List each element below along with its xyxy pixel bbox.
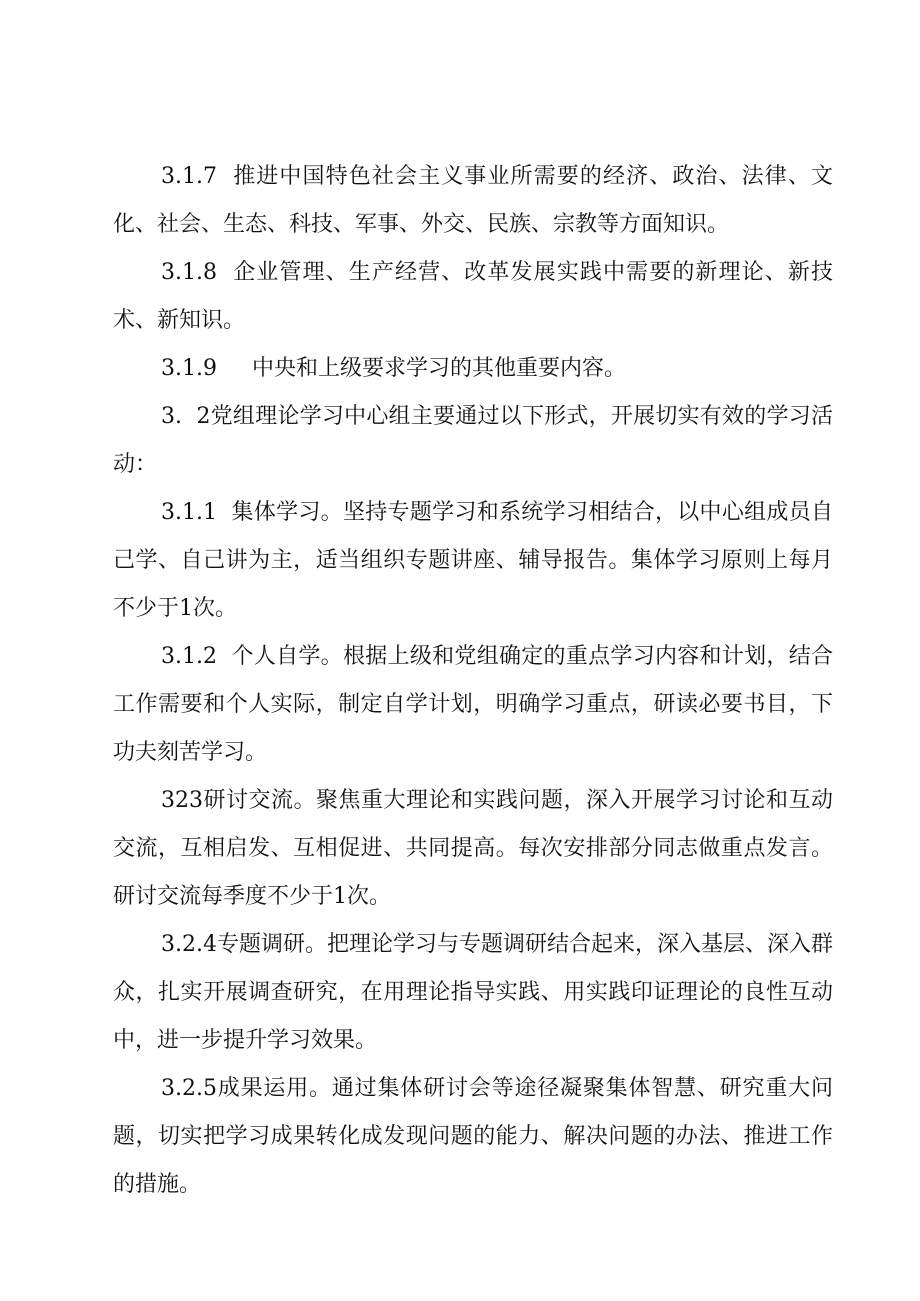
paragraph-3-2-5: 3.2.5成果运用。通过集体研讨会等途径凝聚集体智慧、研究重大问题，切实把学习成果转化成发现问题的能力、解决问题的办法、推进工作的措施。 — [113, 1076, 833, 1197]
paragraph-3-2-3: 323研讨交流。聚焦重大理论和实践问题，深入开展学习讨论和互动交流，互相启发、互相促进、共同提高。每次安排部分同志做重点发言。研讨交流每季度不少于1次。 — [113, 788, 833, 909]
paragraph-3-1-9: 3.1.9 中央和上级要求学习的其他重要内容。 — [161, 356, 626, 381]
paragraph-3-2-intro: 3. 2党组理论学习中心组主要通过以下形式，开展切实有效的学习活动： — [113, 404, 833, 477]
paragraph-3-1-1: 3.1.1 集体学习。坚持专题学习和系统学习相结合，以中心组成员自己学、自己讲为主，适当组织专题讲座、辅导报告。集体学习原则上每月不少于1次。 — [113, 500, 833, 621]
paragraph-3-1-2: 3.1.2 个人自学。根据上级和党组确定的重点学习内容和计划，结合工作需要和个人实际，制定自学计划，明确学习重点，研读必要书目，下功夫刻苦学习。 — [113, 644, 833, 765]
paragraph-3-2-4: 3.2.4专题调研。把理论学习与专题调研结合起来，深入基层、深入群众，扎实开展调查研究，在用理论指导实践、用实践印证理论的良性互动中，进一步提升学习效果。 — [113, 932, 833, 1053]
paragraph-3-1-8: 3.1.8 企业管理、生产经营、改革发展实践中需要的新理论、新技术、新知识。 — [113, 260, 833, 333]
paragraph-3-1-7: 3.1.7 推进中国特色社会主义事业所需要的经济、政治、法律、文化、社会、生态、科技、军事、外交、民族、宗教等方面知识。 — [113, 164, 833, 237]
